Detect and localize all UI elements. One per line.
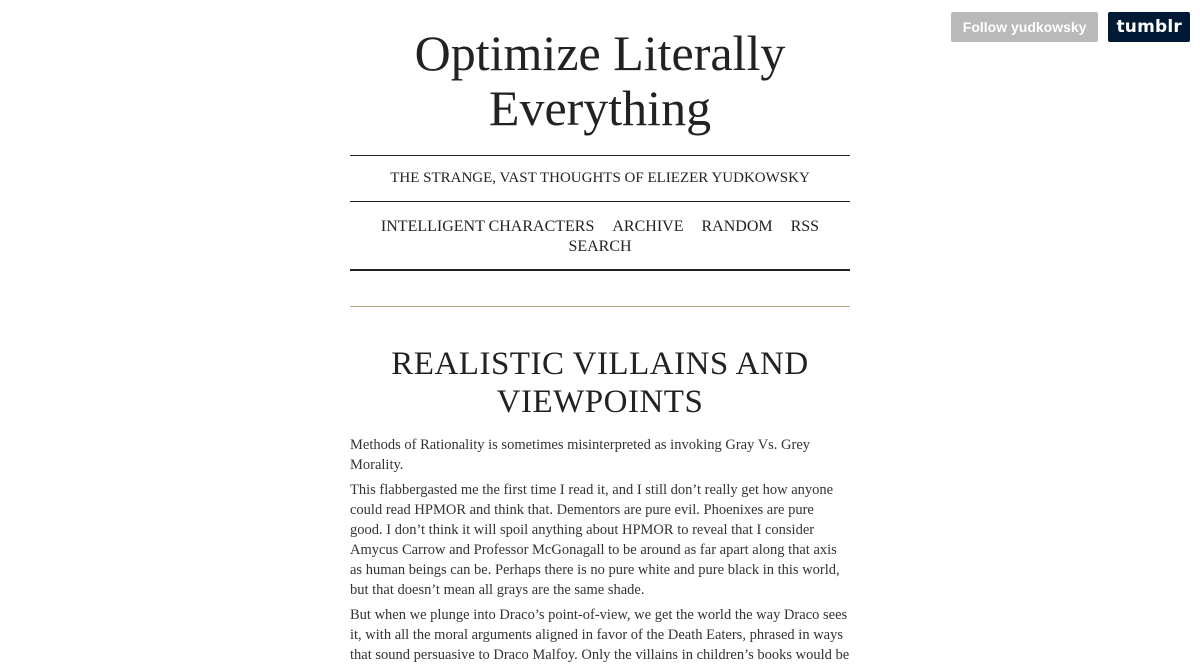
- main-nav: [350, 202, 850, 271]
- nav-rss[interactable]: RSS: [790, 218, 820, 235]
- blog-column: [350, 0, 850, 670]
- post-paragraph: This flabbergasted me the first time I read it, and I still don’t really get how anyone could read HPMOR and think that. Dementors are pure evil. Phoenixes are pure good. I don’t think it will spoil anything about HPMOR to reveal that I consider Amycus Carrow and Professor McGonagall to be around as far apart along that axis as human beings can be. Perhaps there is no pure white and pure black in this world, but that doesn’t mean all grays are the same shade.: [350, 482, 840, 598]
- follow-button[interactable]: Follow yudkowsky: [951, 12, 1099, 42]
- divider: [350, 306, 850, 307]
- post: [350, 345, 850, 665]
- nav-search[interactable]: SEARCH: [568, 238, 632, 255]
- blog-title[interactable]: Optimize Literally Everything: [414, 25, 786, 136]
- blog-tagline: THE STRANGE, VAST THOUGHTS OF ELIEZER YUDKOWSKY: [350, 155, 850, 202]
- post-paragraph: But when we plunge into Draco’s point-of-view, we get the world the way Draco sees it, with all the moral arguments aligned in favor of the Death Eaters, phrased in ways that sound persuasive to Draco Malfoy. Only the villains in children’s books would be: [350, 607, 850, 663]
- nav-intelligent-characters[interactable]: INTELLIGENT CHARACTERS: [380, 218, 595, 235]
- post-title[interactable]: REALISTIC VILLAINS AND VIEWPOINTS: [391, 346, 809, 420]
- post-paragraph: Methods of Rationality is sometimes misinterpreted as invoking Gray Vs. Grey Morality.: [350, 437, 811, 473]
- nav-random[interactable]: RANDOM: [701, 218, 773, 235]
- nav-archive[interactable]: ARCHIVE: [612, 218, 684, 235]
- post-body: [350, 435, 850, 665]
- tumblr-controls: [951, 12, 1190, 42]
- tumblr-logo-button[interactable]: tumblr: [1108, 12, 1190, 42]
